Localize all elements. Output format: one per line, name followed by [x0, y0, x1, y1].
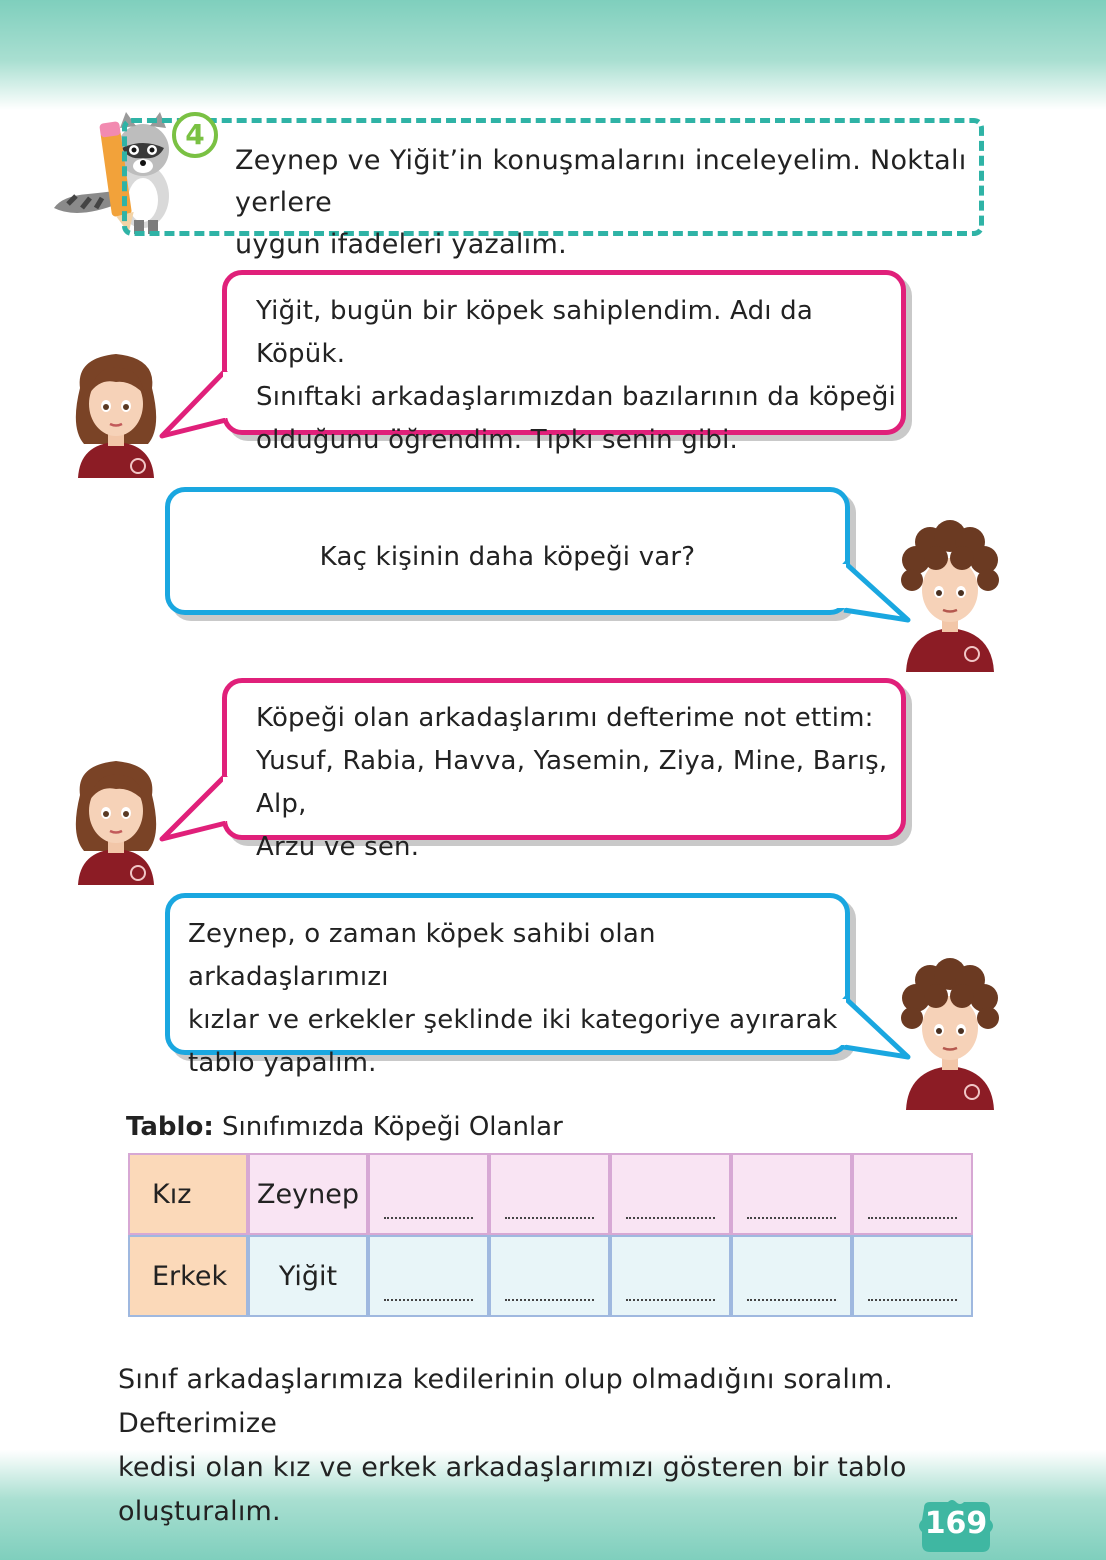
category-cell-girls: Kız [128, 1153, 248, 1235]
bubble-text-3 [256, 697, 901, 869]
page-number: 169 [924, 1506, 988, 1541]
page-number-badge [918, 1500, 994, 1560]
bubble-1-line-2: Sınıftaki arkadaşlarımızdan bazılarının da köpeği [256, 382, 896, 412]
blank-cell[interactable] [852, 1153, 973, 1235]
blank-cell[interactable] [731, 1235, 852, 1317]
step-number-badge: 4 [172, 112, 218, 158]
instruction-line-2: uygun ifadeleri yazalım. [235, 229, 567, 260]
blank-cell[interactable] [368, 1235, 489, 1317]
blank-cell[interactable] [610, 1153, 731, 1235]
girl-zeynep-icon [66, 348, 166, 478]
top-band [0, 0, 1106, 110]
bubble-1-line-1: Yiğit, bugün bir köpek sahiplendim. Adı da Köpük. [256, 296, 814, 369]
table-row-girls [128, 1153, 973, 1235]
footer-instruction [118, 1358, 988, 1534]
bubble-text-1 [256, 290, 896, 462]
blank-cell[interactable] [368, 1153, 489, 1235]
blank-cell[interactable] [489, 1235, 610, 1317]
footer-line-2: kedisi olan kız ve erkek arkadaşlarımızı gösteren bir tablo oluşturalım. [118, 1452, 907, 1527]
bubble-1-line-3: olduğunu öğrendim. Tıpkı senin gibi. [256, 425, 738, 455]
blank-cell[interactable] [489, 1153, 610, 1235]
bubble-text-2 [165, 536, 850, 579]
boy-yigit-icon [896, 958, 1004, 1110]
bubble-4-line-1: Zeynep, o zaman köpek sahibi olan arkadaşlarımızı [188, 919, 656, 992]
blank-cell[interactable] [610, 1235, 731, 1317]
table-caption-label: Tablo: [126, 1112, 214, 1142]
dog-owners-table [128, 1153, 973, 1317]
girl-zeynep-icon [66, 755, 166, 885]
bubble-tail [160, 370, 240, 440]
bubble-3-line-2: Yusuf, Rabia, Havva, Yasemin, Ziya, Mine, Barış, Alp, [256, 746, 888, 819]
bubble-tail [160, 775, 240, 845]
name-cell-zeynep: Zeynep [248, 1153, 368, 1235]
bubble-text-4 [188, 913, 838, 1085]
bubble-4-line-2: kızlar ve erkekler şeklinde iki kategoriye ayırarak [188, 1005, 838, 1035]
boy-yigit-icon [896, 520, 1004, 672]
footer-line-1: Sınıf arkadaşlarımıza kedilerinin olup olmadığını soralım. Defterimize [118, 1364, 894, 1439]
category-cell-boys: Erkek [128, 1235, 248, 1317]
table-row-boys [128, 1235, 973, 1317]
table-caption-title: Sınıfımızda Köpeği Olanlar [213, 1112, 563, 1142]
bubble-3-line-1: Köpeği olan arkadaşlarımı defterime not ettim: [256, 703, 874, 733]
bubble-3-line-3: Arzu ve sen. [256, 832, 420, 862]
blank-cell[interactable] [852, 1235, 973, 1317]
table-caption [126, 1112, 563, 1142]
bubble-4-line-3: tablo yapalım. [188, 1048, 377, 1078]
instruction-line-1: Zeynep ve Yiğit’in konuşmalarını inceleyelim. Noktalı yerlere [235, 145, 967, 218]
bubble-2-line-1: Kaç kişinin daha köpeği var? [319, 542, 696, 572]
name-cell-yigit: Yiğit [248, 1235, 368, 1317]
instruction-text [235, 140, 975, 266]
blank-cell[interactable] [731, 1153, 852, 1235]
